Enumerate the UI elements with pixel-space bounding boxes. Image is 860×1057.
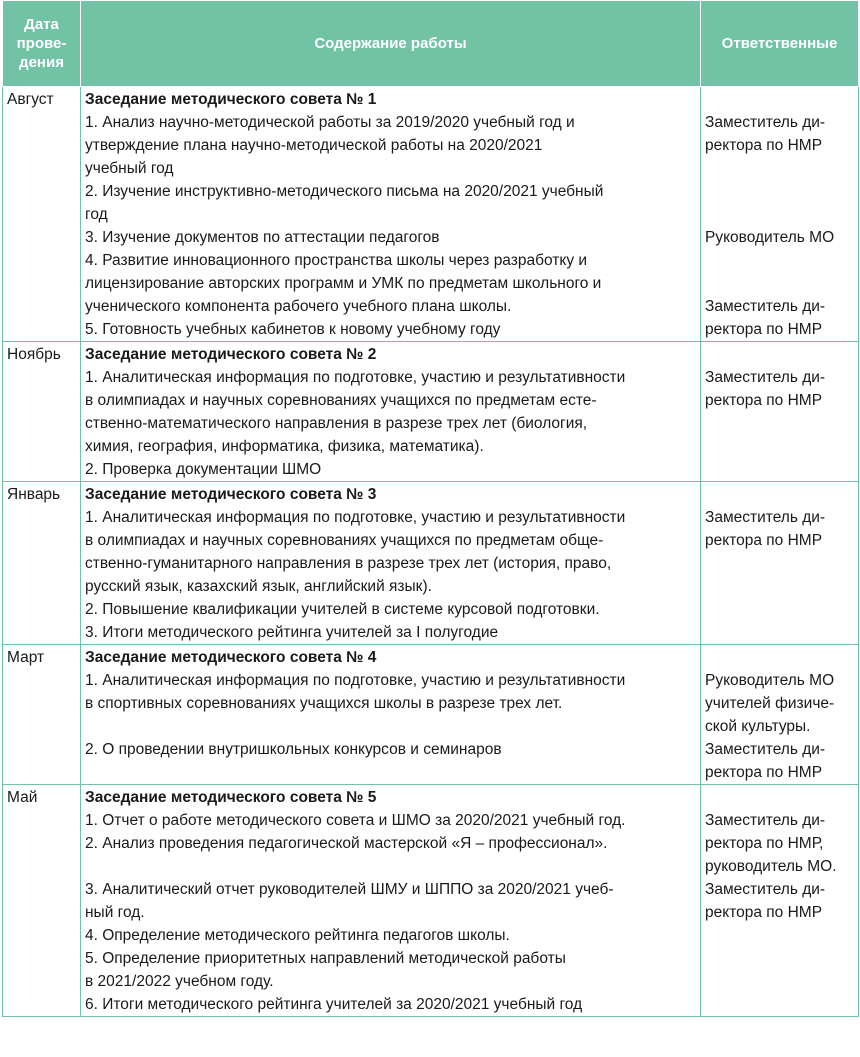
responsible-cell <box>701 87 859 342</box>
agenda-item: 1. Отчет о работе методического совета и ШМО за 2020/2021 учебный год. <box>85 812 626 829</box>
responsible-cell <box>701 645 859 785</box>
methodical-council-plan-table <box>2 0 859 1017</box>
responsible-person: Заместитель ди- ректора по НМР <box>705 114 826 154</box>
responsible-person: Заместитель ди- ректора по НМР <box>705 369 826 409</box>
content-cell <box>81 482 701 645</box>
agenda-item: 6. Итоги методического рейтинга учителей за 2020/2021 учебный год <box>85 996 583 1013</box>
agenda-item: 4. Определение методического рейтинга педагогов школы. <box>85 927 510 944</box>
agenda-item: 2. Анализ проведения педагогической мастерской «Я – профессионал». <box>85 835 608 852</box>
responsible-cell <box>701 785 859 1017</box>
header-responsible: Ответственные <box>701 1 859 87</box>
table-row <box>3 785 859 1017</box>
header-date: Дата прове- дения <box>3 1 81 87</box>
agenda-item: 1. Аналитическая информация по подготовке, участию и результативности в олимпиадах и научных соревнованиях учащихся по предметам есте- ственно-математического направления в разрезе трех лет (биология, химия, география, информатика, физика, математика). <box>85 369 626 455</box>
agenda-item: 2. Изучение инструктивно-методического письма на 2020/2021 учебный год <box>85 183 604 223</box>
session-title: Заседание методического совета № 2 <box>85 346 377 363</box>
session-title: Заседание методического совета № 3 <box>85 486 377 503</box>
date-cell: Ноябрь <box>3 342 81 482</box>
agenda-item: 3. Итоги методического рейтинга учителей за I полугодие <box>85 624 499 641</box>
agenda-item: 4. Развитие инновационного пространства школы через разработку и лицензирование авторских программ и УМК по предметам школьного и ученического компонента рабочего учебного плана школы. <box>85 252 602 315</box>
responsible-cell <box>701 482 859 645</box>
content-cell <box>81 645 701 785</box>
responsible-person: Заместитель ди- ректора по НМР <box>705 741 826 781</box>
responsible-person: Заместитель ди- ректора по НМР <box>705 298 826 338</box>
agenda-item: 5. Готовность учебных кабинетов к новому учебному году <box>85 321 501 338</box>
responsible-person: Заместитель ди- ректора по НМР <box>705 509 826 549</box>
responsible-person: Заместитель ди- ректора по НМР <box>705 881 826 921</box>
agenda-item: 2. О проведении внутришкольных конкурсов и семинаров <box>85 741 502 758</box>
date-cell: Январь <box>3 482 81 645</box>
date-cell: Август <box>3 87 81 342</box>
agenda-item: 2. Повышение квалификации учителей в системе курсовой подготовки. <box>85 601 600 618</box>
date-cell: Март <box>3 645 81 785</box>
agenda-item: 1. Анализ научно-методической работы за 2019/2020 учебный год и утверждение плана научно-методической работы на 2020/2021 учебный год <box>85 114 575 177</box>
responsible-cell <box>701 342 859 482</box>
agenda-item: 1. Аналитическая информация по подготовке, участию и результативности в спортивных соревнованиях учащихся школы в разрезе трех лет. <box>85 672 626 712</box>
header-row <box>3 1 859 87</box>
agenda-item: 2. Проверка документации ШМО <box>85 461 322 478</box>
table-row <box>3 645 859 785</box>
table-row <box>3 482 859 645</box>
agenda-item: 5. Определение приоритетных направлений методической работы в 2021/2022 учебном году. <box>85 950 566 990</box>
content-cell <box>81 342 701 482</box>
content-cell <box>81 87 701 342</box>
agenda-item: 3. Аналитический отчет руководителей ШМУ и ШППО за 2020/2021 учеб- ный год. <box>85 881 614 921</box>
responsible-person: Заместитель ди- ректора по НМР, руководитель МО. <box>705 812 837 875</box>
table-row <box>3 87 859 342</box>
content-cell <box>81 785 701 1017</box>
agenda-item: 1. Аналитическая информация по подготовке, участию и результативности в олимпиадах и научных соревнованиях учащихся по предметам обще- ственно-гуманитарного направления в разрезе трех лет (история, право, русский язык, казахский язык, английский язык). <box>85 509 626 595</box>
responsible-person: Руководитель МО <box>705 229 835 246</box>
agenda-item: 3. Изучение документов по аттестации педагогов <box>85 229 440 246</box>
responsible-person: Руководитель МО учителей физиче- ской культуры. <box>705 672 835 735</box>
table-header <box>3 1 859 87</box>
session-title: Заседание методического совета № 4 <box>85 649 377 666</box>
session-title: Заседание методического совета № 1 <box>85 91 377 108</box>
session-title: Заседание методического совета № 5 <box>85 789 377 806</box>
table-row <box>3 342 859 482</box>
date-cell: Май <box>3 785 81 1017</box>
header-content: Содержание работы <box>81 1 701 87</box>
